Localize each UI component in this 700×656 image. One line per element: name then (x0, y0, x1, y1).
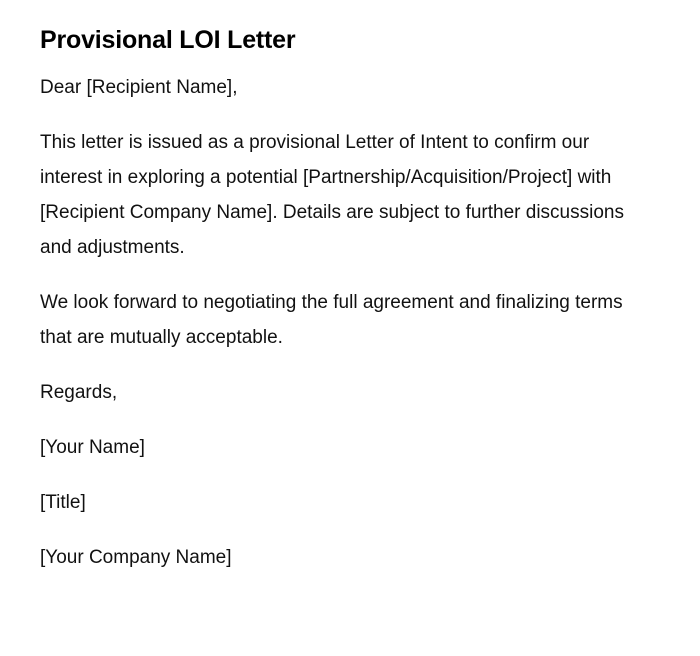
signature-company: [Your Company Name] (40, 547, 232, 568)
closing: Regards, (40, 382, 118, 403)
document-title: Provisional LOI Letter (40, 26, 296, 54)
body-paragraph-negotiation: We look forward to negotiating the full agreement and finalizing terms that are mutually acceptable. (40, 292, 623, 348)
signature-title: [Title] (40, 492, 86, 513)
body-paragraph-intent: This letter is issued as a provisional Letter of Intent to confirm our interest in exploring a potential [Partnership/Acquisition/Project] with [Recipient Company Name]. Details are subject to further discussions and adjustments. (40, 132, 624, 258)
signature-name: [Your Name] (40, 437, 145, 458)
salutation: Dear [Recipient Name], (40, 77, 238, 98)
